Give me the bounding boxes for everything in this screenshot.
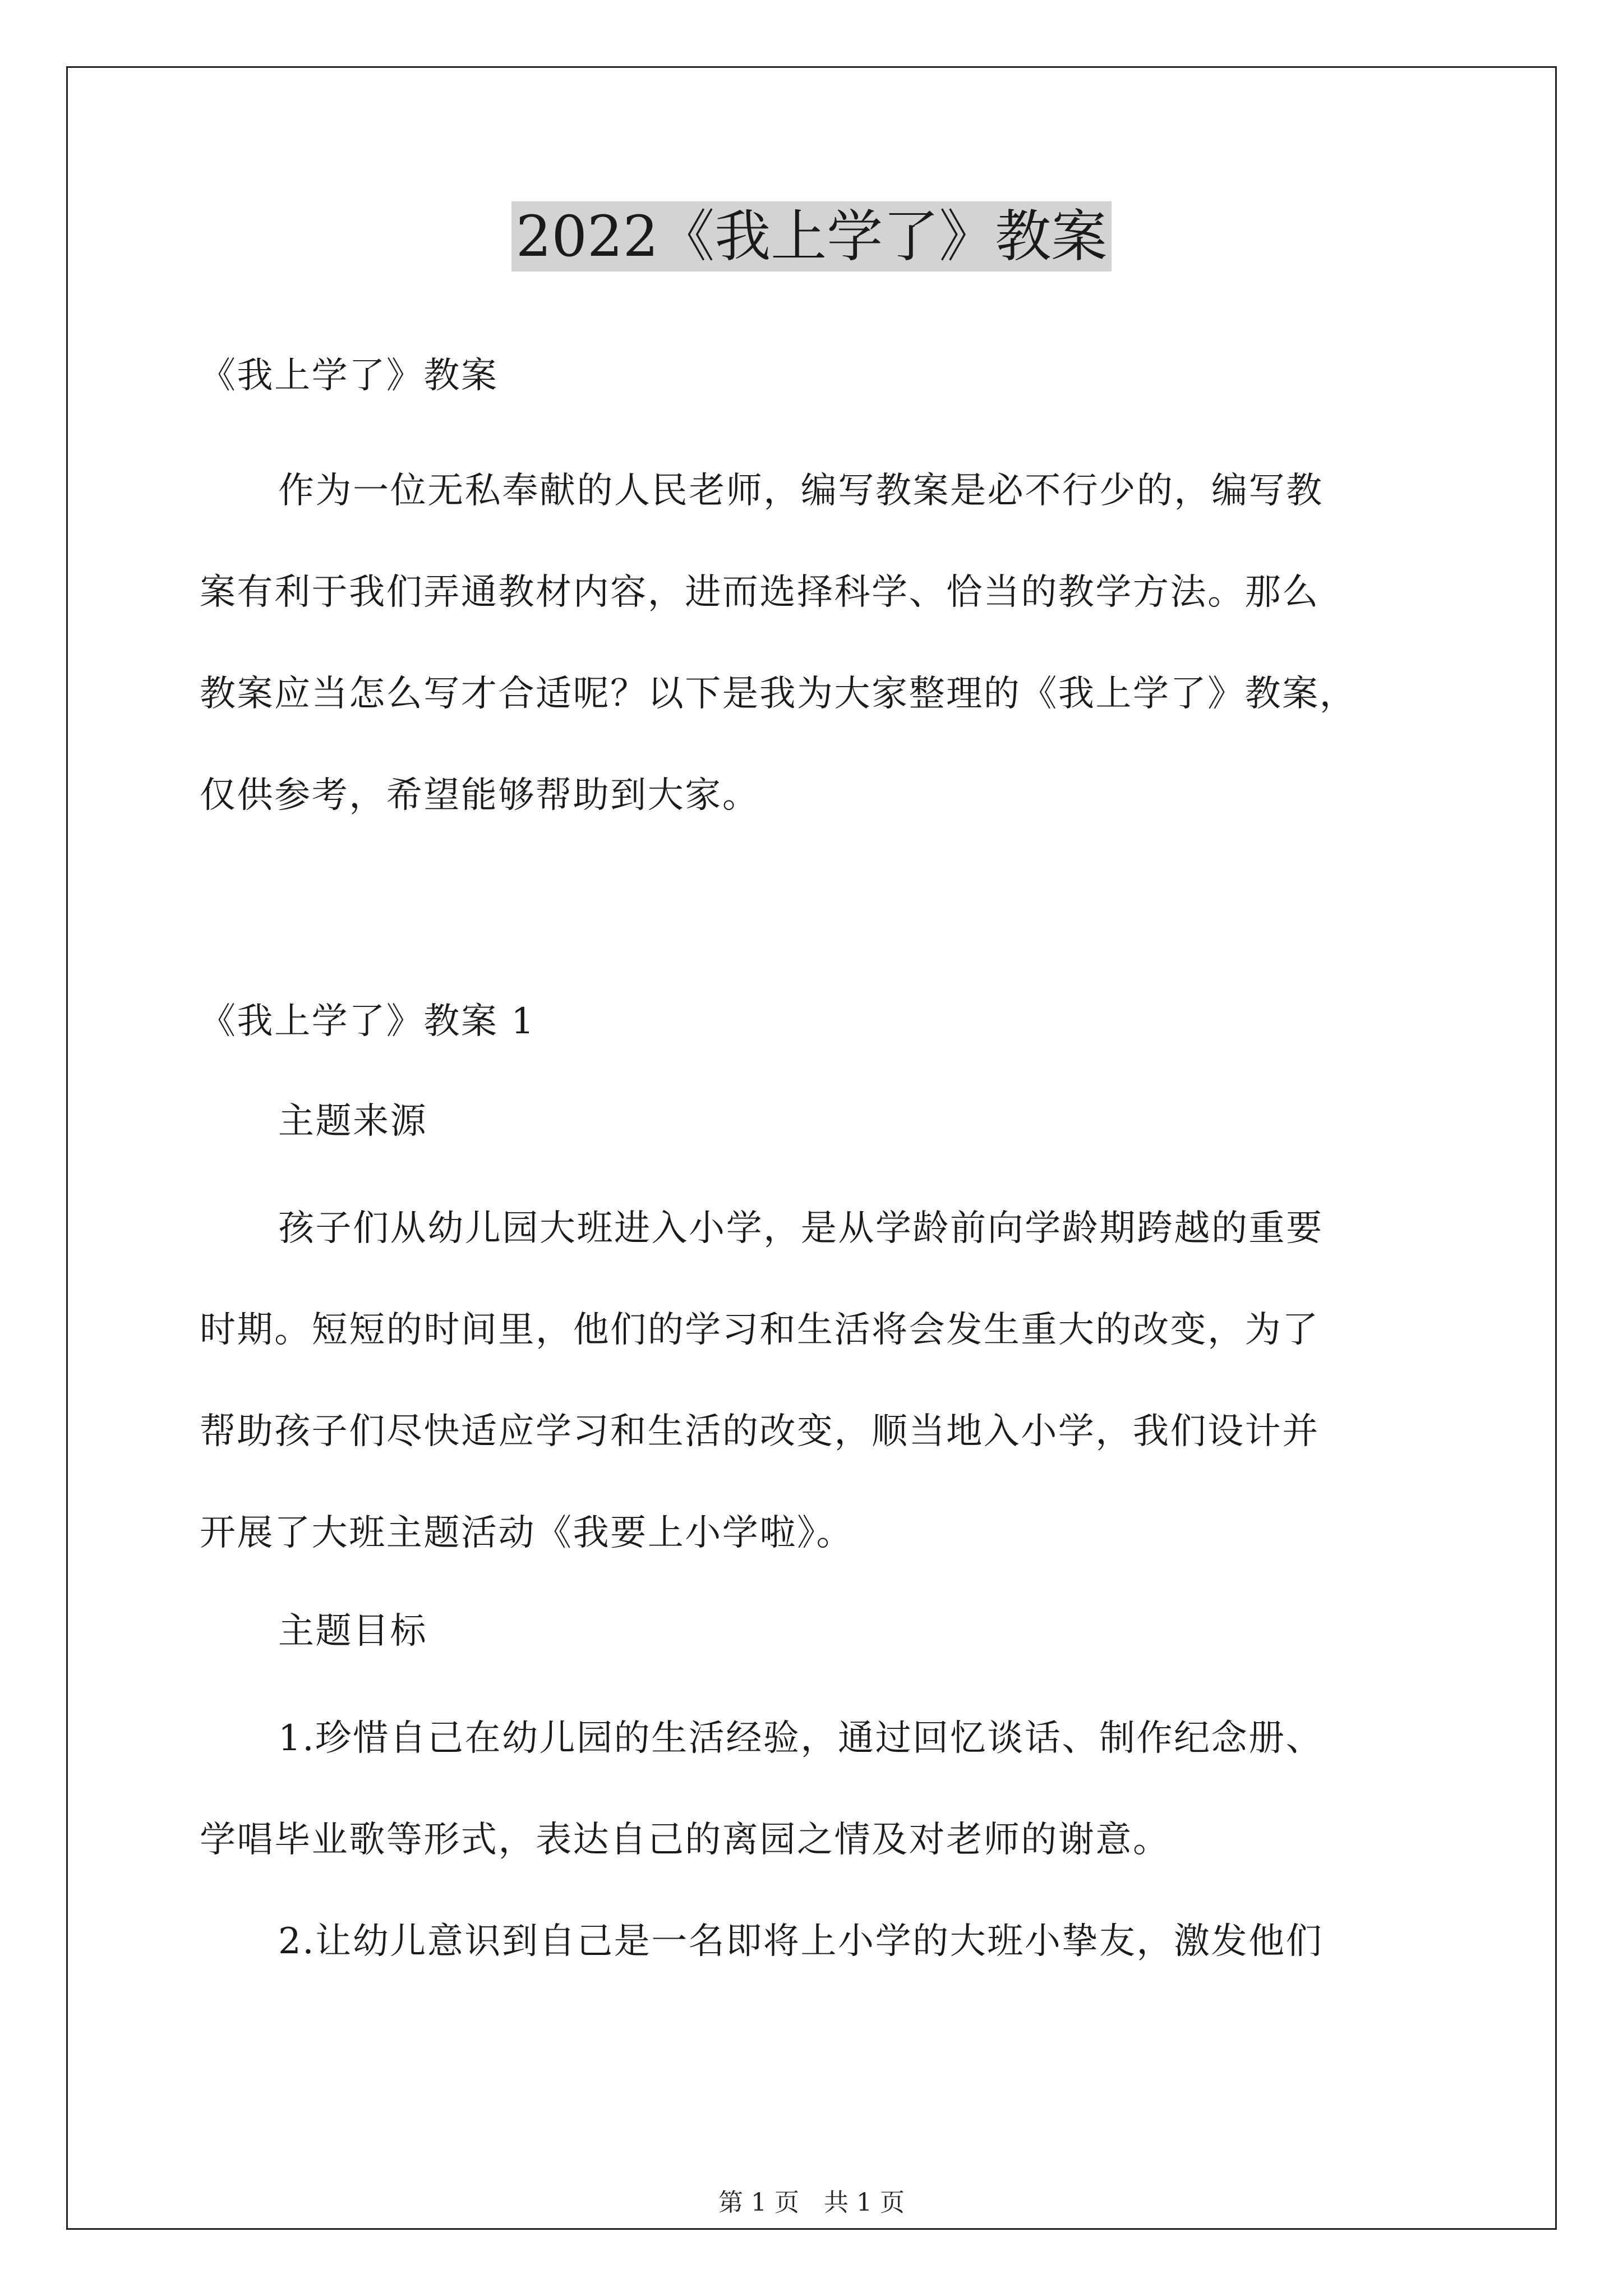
source-line-3: 帮助孩子们尽快适应学习和生活的改变，顺当地入小学，我们设计并 — [200, 1411, 1320, 1452]
source-line-1: 孩子们从幼儿园大班进入小学，是从学龄前向学龄期跨越的重要 — [278, 1208, 1324, 1249]
subheading-source: 主题来源 — [278, 1101, 428, 1142]
document-title-text: 2022《我上学了》教案 — [511, 201, 1112, 272]
goal-1-line-1: 1.珍惜自己在幼儿园的生活经验，通过回忆谈话、制作纪念册、 — [278, 1718, 1324, 1759]
source-line-2: 时期。短短的时间里，他们的学习和生活将会发生重大的改变，为了 — [200, 1309, 1320, 1351]
page-number-current: 第 1 页 — [718, 2188, 799, 2217]
intro-line-1: 作为一位无私奉献的人民老师，编写教案是必不行少的，编写教 — [278, 470, 1324, 512]
subheading-goals: 主题目标 — [278, 1611, 428, 1652]
intro-line-3: 教案应当怎么写才合适呢？以下是我为大家整理的《我上学了》教案， — [200, 673, 1357, 715]
intro-line-2: 案有利于我们弄通教材内容，进而选择科学、恰当的教学方法。那么 — [200, 572, 1320, 613]
section-heading: 《我上学了》教案 1 — [200, 1001, 536, 1042]
page-footer — [0, 2182, 1623, 2218]
intro-heading: 《我上学了》教案 — [200, 355, 499, 397]
intro-line-4: 仅供参考，希望能够帮助到大家。 — [200, 775, 760, 816]
source-line-4: 开展了大班主题活动《我要上小学啦》。 — [200, 1512, 854, 1554]
goal-1-line-2: 学唱毕业歌等形式，表达自己的离园之情及对老师的谢意。 — [200, 1819, 1170, 1861]
goal-2-line-1: 2.让幼儿意识到自己是一名即将上小学的大班小挚友，激发他们 — [278, 1921, 1324, 1962]
page-number-total: 共 1 页 — [824, 2188, 905, 2217]
document-title — [0, 203, 1623, 270]
